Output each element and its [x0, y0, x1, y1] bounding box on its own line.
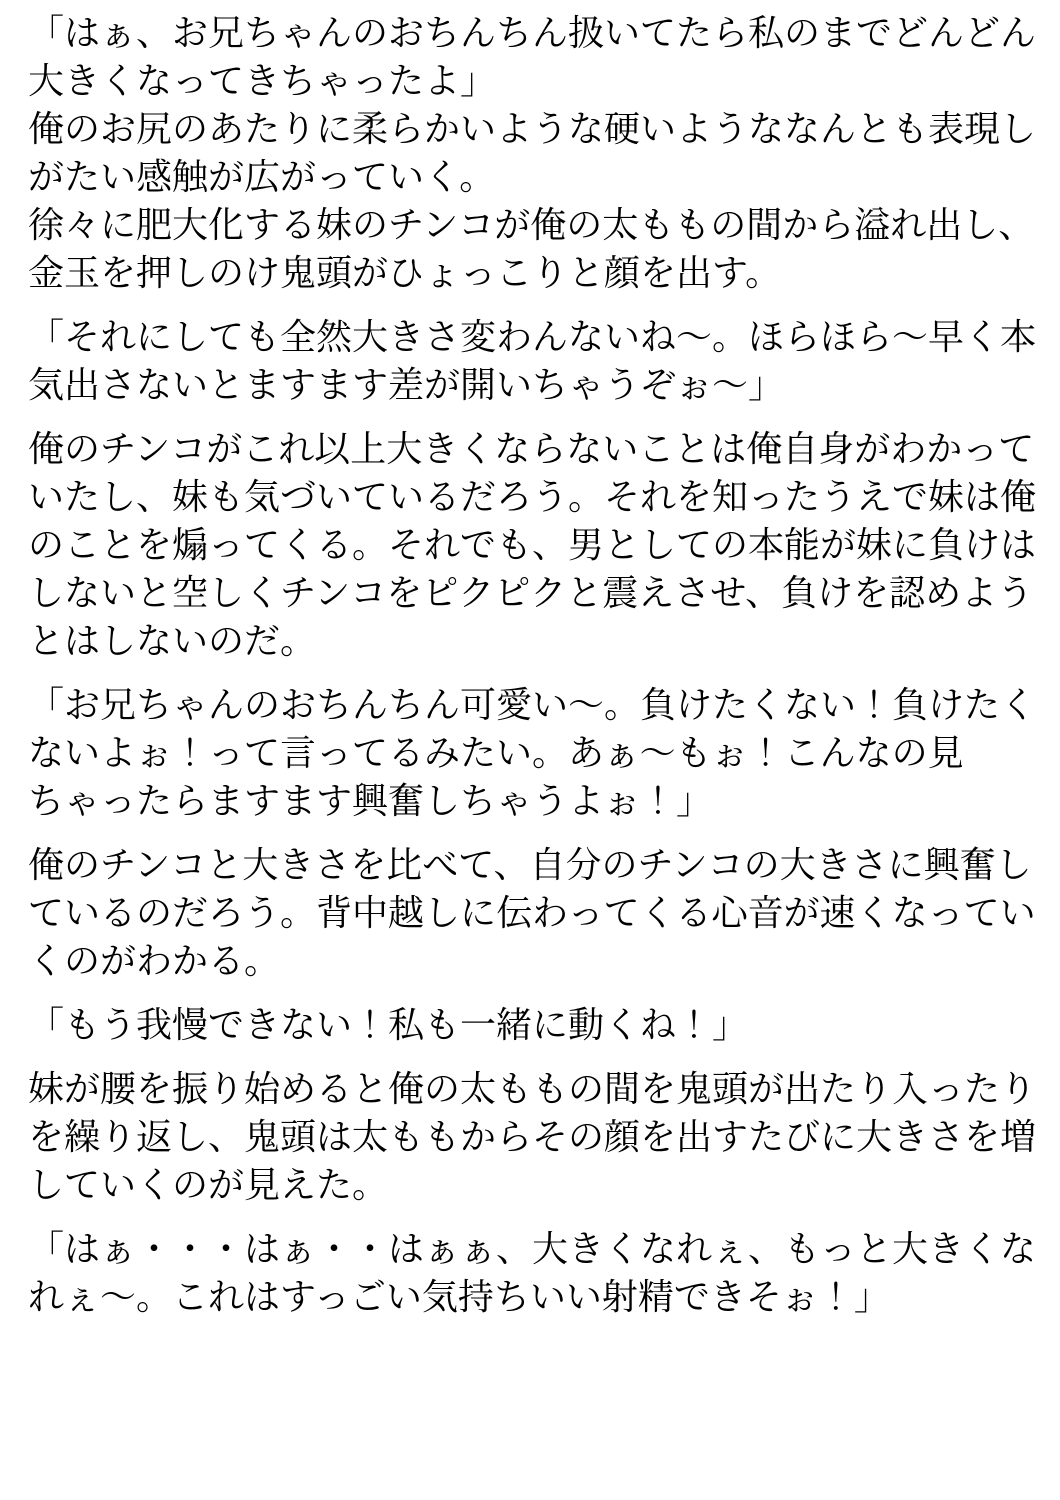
paragraph	[28, 10, 1037, 298]
paragraph	[28, 842, 1034, 986]
text-line: くのがわかる。	[28, 941, 281, 982]
paragraph	[28, 426, 1037, 666]
text-line: ちゃったらますます興奮しちゃうよぉ！」	[28, 781, 713, 822]
text-line: を繰り返し、鬼頭は太ももからその顔を出すたびに大きさを増	[28, 1117, 1037, 1158]
text-line: 「もう我慢できない！私も一緒に動くね！」	[28, 1005, 749, 1046]
text-line: ているのだろう。背中越しに伝わってくる心音が速くなってい	[28, 893, 1036, 934]
text-line: 妹が腰を振り始めると俺の太ももの間を鬼頭が出たり入ったり	[28, 1069, 1037, 1110]
text-line: のことを煽ってくる。それでも、男としての本能が妹に負けは	[28, 525, 1037, 566]
text-line: 気出さないとますます差が開いちゃうぞぉ～」	[28, 365, 785, 406]
text-line: いたし、妹も気づいているだろう。それを知ったうえで妹は俺	[28, 477, 1037, 518]
text-line: 徐々に肥大化する妹のチンコが俺の太ももの間から溢れ出し、	[28, 205, 1035, 246]
text-line: 俺のチンコがこれ以上大きくならないことは俺自身がわかって	[28, 429, 1035, 470]
paragraph	[28, 1066, 1037, 1210]
text-line: 俺のお尻のあたりに柔らかいような硬いようななんとも表現し	[28, 109, 1037, 150]
paragraph	[28, 314, 1037, 410]
text-line: 大きくなってきちゃったよ」	[28, 61, 497, 102]
text-line: 「はぁ・・・はぁ・・はぁぁ、大きくなれぇ、もっと大きくな	[28, 1229, 1037, 1270]
text-line: ないよぉ！って言ってるみたい。あぁ～もぉ！こんなの見	[28, 733, 964, 774]
paragraph	[28, 1002, 1034, 1050]
text-line: とはしないのだ。	[28, 621, 317, 662]
text-line: 「それにしても全然大きさ変わんないね～。ほらほら～早く本	[28, 317, 1037, 358]
text-line: していくのが見えた。	[28, 1165, 389, 1206]
text-line: 金玉を押しのけ鬼頭がひょっこりと顔を出す。	[28, 253, 782, 294]
text-line: 「お兄ちゃんのおちんちん可愛い～。負けたくない！負けたく	[28, 685, 1037, 726]
text-line: れぇ～。これはすっごい気持ちいい射精できそぉ！」	[28, 1277, 890, 1318]
paragraph	[28, 682, 1037, 826]
paragraph	[28, 1226, 1037, 1322]
text-line: がたい感触が広がっていく。	[28, 157, 496, 198]
text-line: 俺のチンコと大きさを比べて、自分のチンコの大きさに興奮し	[28, 845, 1032, 886]
text-line: 「はぁ、お兄ちゃんのおちんちん扱いてたら私のまでどんどん	[28, 13, 1037, 54]
text-line: しないと空しくチンコをピクピクと震えさせ、負けを認めよう	[28, 573, 1034, 614]
